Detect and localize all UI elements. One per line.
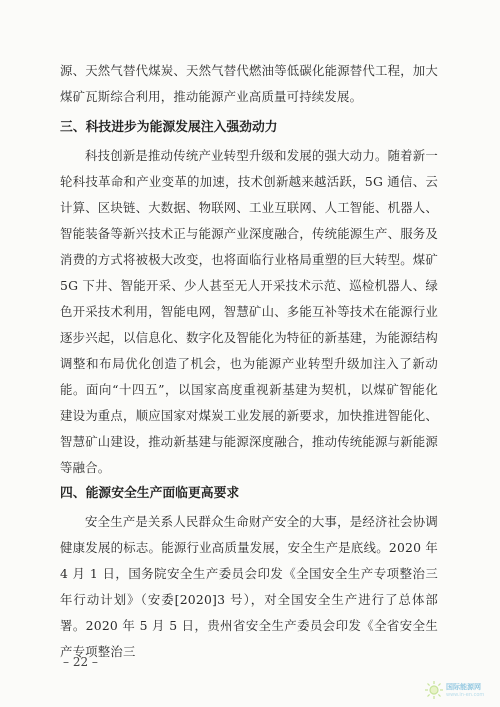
section-4-paragraph: 安全生产是关系人民群众生命财产安全的大事，是经济社会协调健康发展的标志。能源行业高质量发展，安全生产是底线。2020 年 4 月 1 日，国务院安全生产委员会印发《全国安全生产专项整治三年行动计划》（安委[2020]3 号），对全国安全生产进行了总体部署。2020 年 5 月 5 日，贵州省安全生产委员会印发《全省安全生产专项整治三 [60,514,438,659]
intro-paragraph [60,58,438,110]
section-3-body [60,143,438,481]
sun-icon [424,680,444,700]
section-3-heading: 三、科技进步为能源发展注入强劲动力 [60,120,278,135]
section-4-heading: 四、能源安全生产面临更高要求 [60,486,240,501]
watermark-logo [424,680,496,702]
page-number: – 22 – [63,655,98,669]
intro-text: 源、天然气替代煤炭、天然气替代燃油等低碳化能源替代工程，加大煤矿瓦斯综合利用，推动能源产业高质量可持续发展。 [60,63,438,104]
section-3-paragraph: 科技创新是推动传统产业转型升级和发展的强大动力。随着新一轮科技革命和产业变革的加速，技术创新越来越活跃，5G 通信、云计算、区块链、大数据、物联网、工业互联网、人工智能、机器人、智能装备等新兴技术正与能源产业深度融合，传统能源生产、服务及消费的方式将被极大改变，也将面临行业格局重塑的巨大转型。煤矿 5G 下井、智能开采、少人甚至无人开采技术示范、巡检机器人、绿色开采技术利用，智能电网，智慧矿山、多能互补等技术在能源行业逐步兴起，以信息化、数字化及智能化为特征的新基建，为能源结构调整和布局优化创造了机会，也为能源产业转型升级加注入了新动能。面向“十四五”，以国家高度重视新基建为契机，以煤矿智能化建设为重点，顺应国家对煤炭工业发展的新要求，加快推进智能化、智慧矿山建设，推动新基建与能源深度融合，推动传统能源与新能源等融合。 [60,148,438,475]
watermark-subtext: www.in-en.com [446,692,485,698]
section-4-body [60,509,438,665]
watermark-text: 国际能源网 [446,683,481,691]
